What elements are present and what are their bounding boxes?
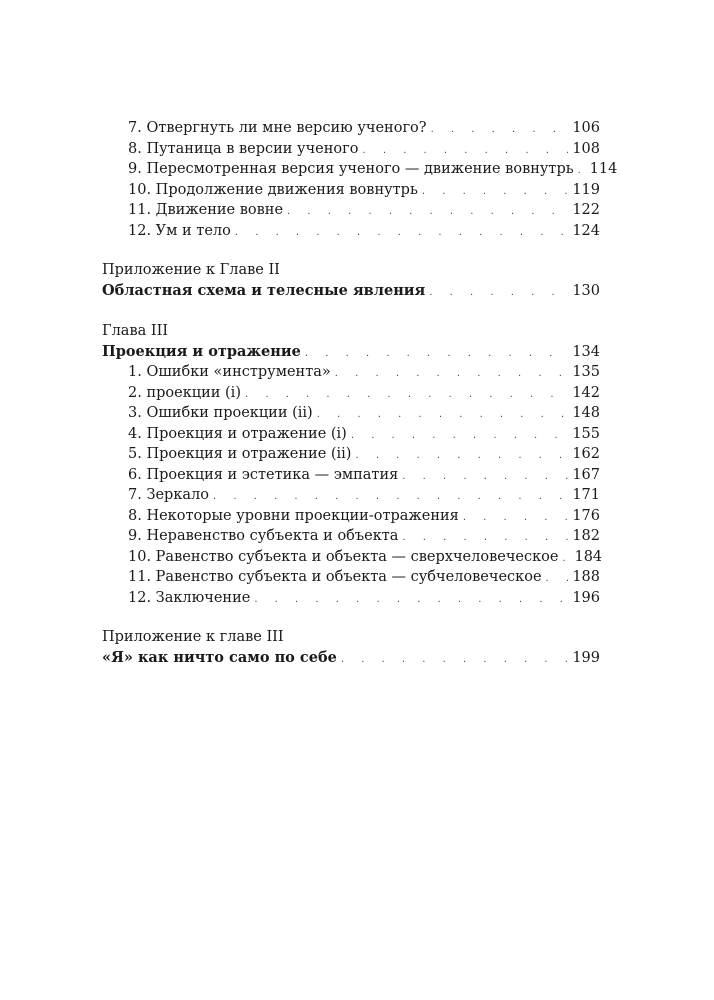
toc-entry — [102, 383, 600, 404]
dot-leader — [351, 426, 568, 447]
toc-entry-page: 176 — [572, 507, 600, 524]
toc-entry — [102, 485, 600, 506]
toc-entry-title: 5. Проекция и отражение (ii) — [128, 446, 352, 462]
toc-entry — [102, 506, 600, 527]
toc-entry-main — [102, 281, 600, 302]
toc-entry-title: 8. Путаница в версии ученого — [128, 140, 359, 157]
toc-entry-title: 1. Ошибки «инструмента» — [128, 364, 331, 380]
dot-leader — [317, 405, 569, 426]
toc-entry-title: 7. Отвергнуть ли мне версию ученого? — [128, 120, 427, 136]
toc-entry-title: 10. Равенство субъекта и объекта — сверхчеловеческое — [128, 548, 559, 565]
dot-leader — [429, 283, 568, 304]
toc-entry-page: 106 — [572, 120, 600, 136]
toc-entry-page: 196 — [572, 589, 600, 606]
toc-entry-title: 11. Движение вовне — [128, 202, 284, 218]
toc-entry-title: 6. Проекция и эстетика — эмпатия — [128, 466, 399, 483]
toc-entry — [102, 139, 600, 160]
toc-entry-page: 199 — [572, 650, 600, 666]
toc-entry-page: 119 — [572, 181, 600, 198]
table-of-contents — [102, 118, 618, 669]
toc-entry-page: 108 — [572, 140, 600, 157]
toc-group-chapter3 — [102, 320, 603, 609]
toc-entry-title: 12. Заключение — [128, 589, 251, 606]
toc-entry — [102, 362, 600, 383]
toc-entry-title: 3. Ошибки проекции (ii) — [128, 405, 313, 421]
toc-group-appendix-chapter3 — [102, 626, 600, 669]
toc-entry-title: 9. Неравенство субъекта и объекта — [128, 528, 399, 544]
toc-entry-title: 9. Пересмотренная версия ученого — движение вовнутрь — [128, 161, 574, 177]
toc-entry — [102, 526, 600, 547]
dot-leader — [355, 446, 568, 467]
toc-entry-page: 142 — [572, 384, 600, 401]
section-heading: Глава III — [102, 322, 169, 339]
toc-entry-page: 171 — [572, 487, 600, 503]
toc-entry-title: 11. Равенство субъекта и объекта — субчеловеческое — [128, 569, 542, 585]
toc-entry-title: Проекция и отражение — [102, 342, 301, 360]
dot-leader — [362, 141, 568, 162]
dot-leader — [422, 182, 568, 203]
section-heading: Приложение к Главе II — [102, 262, 280, 278]
dot-leader — [546, 569, 569, 590]
dot-leader — [341, 650, 568, 671]
toc-entry-page: 130 — [572, 283, 600, 299]
dot-leader — [213, 487, 568, 508]
toc-entry-page: 134 — [572, 343, 600, 360]
toc-entry-main — [102, 648, 600, 669]
toc-entry-main — [102, 342, 600, 363]
toc-entry-page: 155 — [572, 425, 600, 442]
dot-leader — [335, 364, 569, 385]
dot-leader — [254, 590, 568, 611]
toc-entry — [102, 547, 603, 568]
toc-entry — [102, 200, 600, 221]
dot-leader — [402, 528, 568, 549]
dot-leader — [578, 161, 586, 182]
toc-entry-title: 12. Ум и тело — [128, 222, 231, 239]
dot-leader — [562, 549, 570, 570]
toc-entry-page: 188 — [572, 569, 600, 585]
toc-entry-page: 114 — [589, 161, 618, 177]
toc-entry-title: 10. Продолжение движения вовнутрь — [128, 181, 418, 198]
toc-entry-page: 182 — [572, 528, 600, 544]
dot-leader — [287, 202, 568, 223]
toc-entry-page: 184 — [574, 548, 603, 565]
toc-group-appendix-chapter2 — [102, 259, 600, 302]
toc-entry — [102, 118, 600, 139]
toc-entry-title: «Я» как ничто само по себе — [102, 649, 337, 666]
toc-group-chapter2-continued — [102, 118, 618, 241]
toc-entry — [102, 444, 600, 465]
toc-entry — [102, 424, 600, 445]
toc-entry-title: Областная схема и телесные явления — [102, 282, 426, 299]
dot-leader — [431, 120, 569, 141]
toc-entry — [102, 403, 600, 424]
toc-entry-page: 162 — [572, 446, 600, 462]
dot-leader — [463, 508, 568, 529]
dot-leader — [235, 223, 568, 244]
toc-entry-title: 2. проекции (i) — [128, 384, 241, 401]
toc-entry-title: 8. Некоторые уровни проекции-отражения — [128, 507, 459, 524]
dot-leader — [245, 385, 568, 406]
toc-entry-page: 167 — [572, 466, 600, 483]
toc-entry-page: 124 — [572, 222, 600, 239]
toc-entry — [102, 159, 618, 180]
toc-entry — [102, 180, 600, 201]
toc-entry-page: 148 — [572, 405, 600, 421]
toc-entry — [102, 588, 600, 609]
toc-entry — [102, 465, 600, 486]
toc-entry-title: 7. Зеркало — [128, 487, 209, 503]
toc-entry — [102, 567, 600, 588]
dot-leader — [402, 467, 568, 488]
toc-entry-page: 135 — [572, 364, 600, 380]
section-heading: Приложение к главе III — [102, 629, 284, 645]
dot-leader — [305, 344, 568, 365]
toc-entry-title: 4. Проекция и отражение (i) — [128, 425, 347, 442]
toc-entry-page: 122 — [572, 202, 600, 218]
toc-entry — [102, 221, 600, 242]
